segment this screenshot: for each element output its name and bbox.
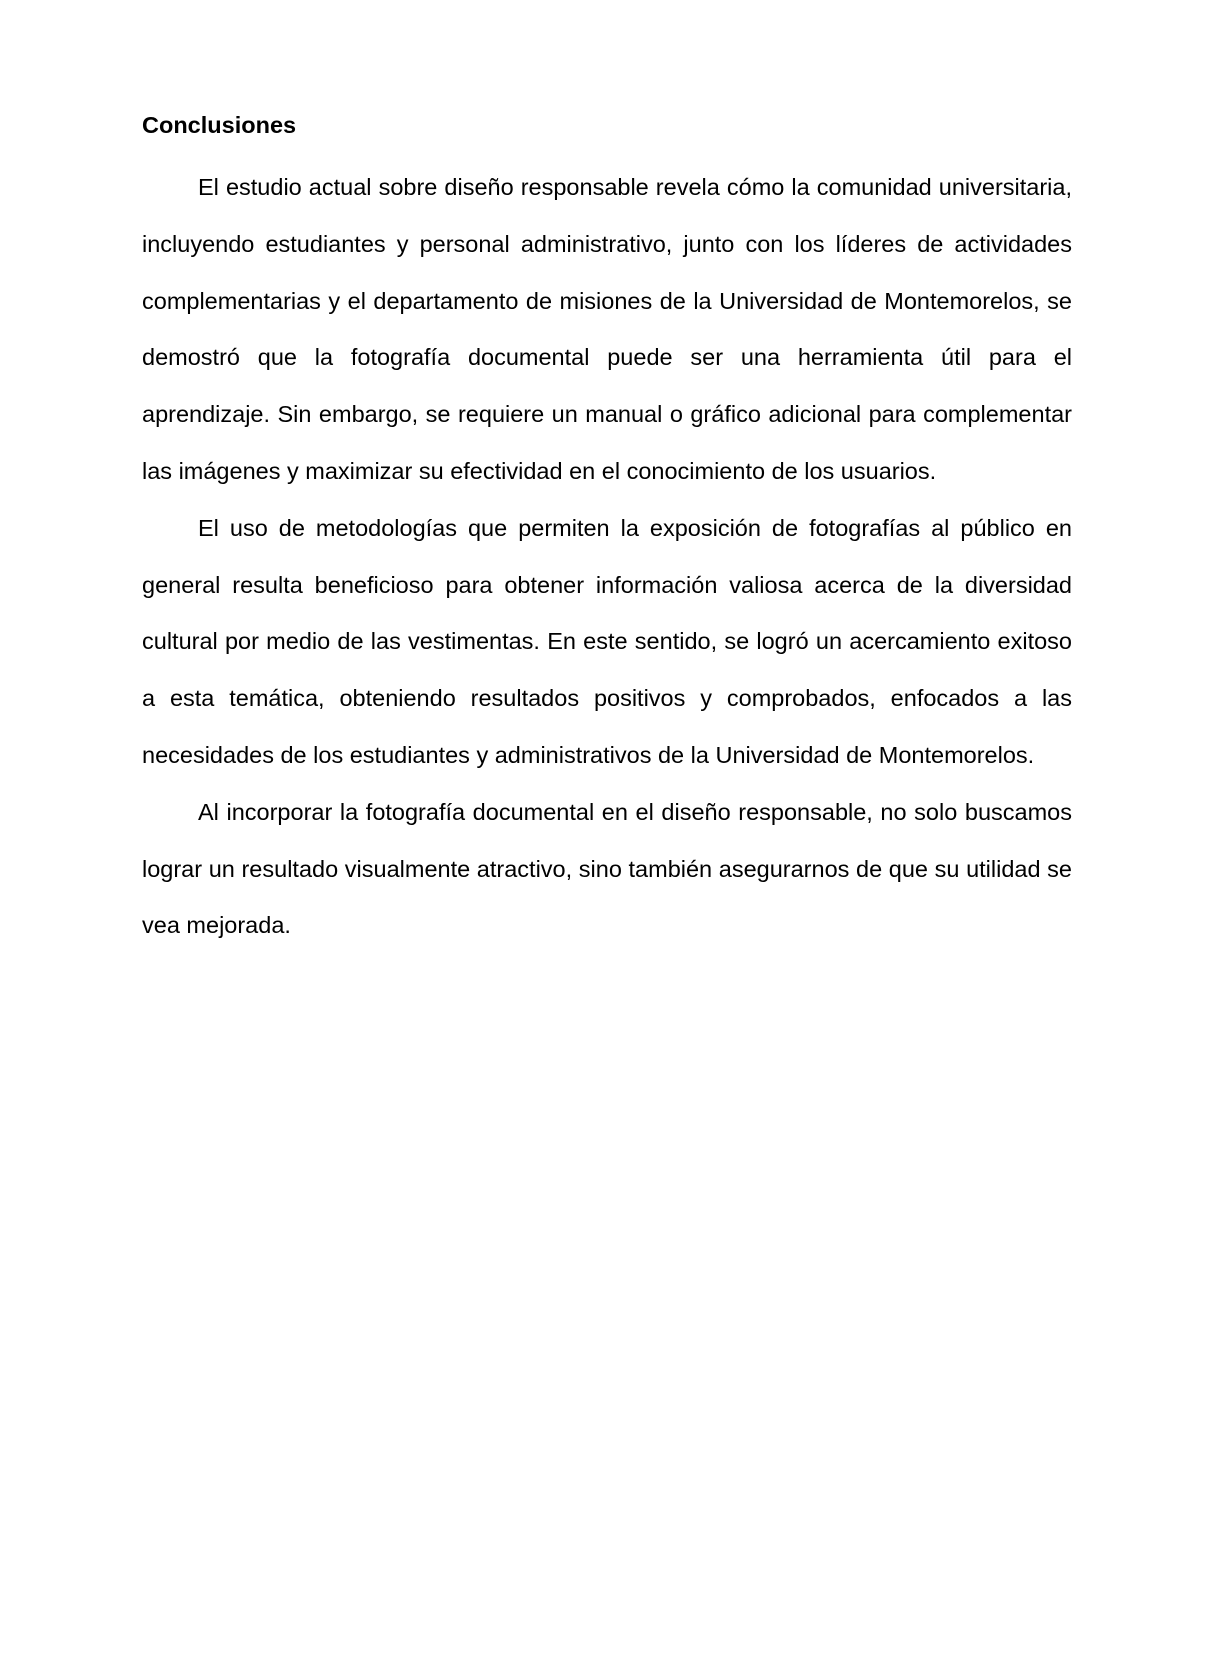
paragraph-1: El estudio actual sobre diseño responsable revela cómo la comunidad universitaria, incluyendo estudiantes y personal administrativo, junto con los líderes de actividades complementarias y el departamento de misiones de la Universidad de Montemorelos, se demostró que la fotografía documental puede ser una herramienta útil para el aprendizaje. Sin embargo, se requiere un manual o gráfico adicional para complementar las imágenes y maximizar su efectividad en el conocimiento de los usuarios. — [142, 174, 1072, 484]
paragraph-2: El uso de metodologías que permiten la exposición de fotografías al público en general resulta beneficioso para obtener información valiosa acerca de la diversidad cultural por medio de las vestimentas. En este sentido, se logró un acercamiento exitoso a esta temática, obteniendo resultados positivos y comprobados, enfocados a las necesidades de los estudiantes y administrativos de la Universidad de Montemorelos. — [142, 514, 1072, 768]
document-body — [142, 104, 1072, 954]
paragraph-3: Al incorporar la fotografía documental en el diseño responsable, no solo buscamos lograr un resultado visualmente atractivo, sino también asegurarnos de que su utilidad se vea mejorada. — [142, 798, 1072, 939]
section-heading: Conclusiones — [142, 112, 297, 138]
